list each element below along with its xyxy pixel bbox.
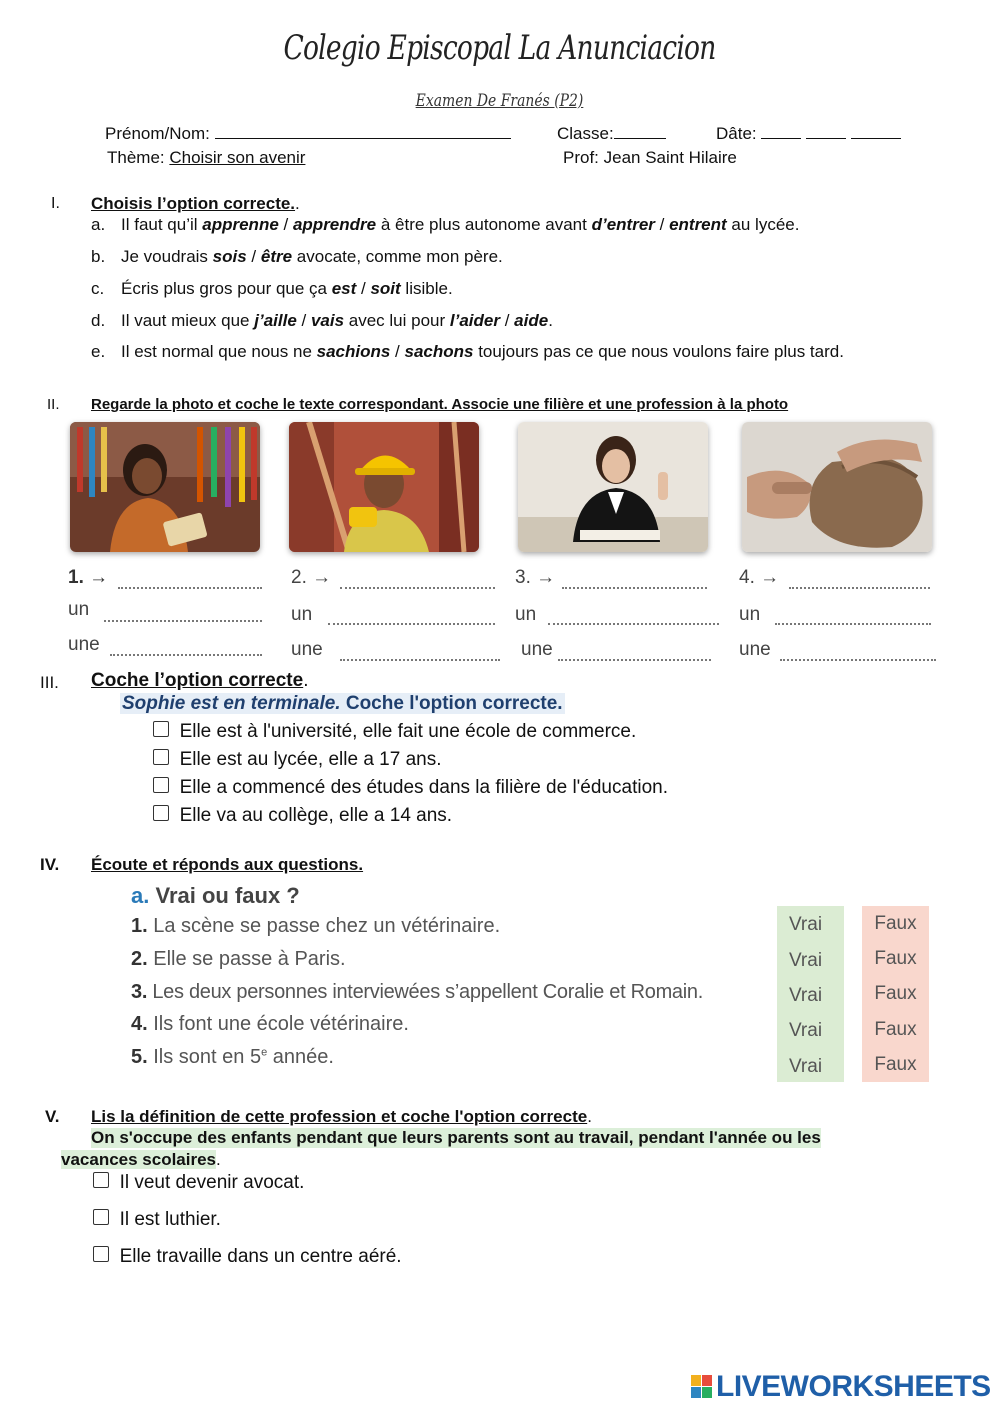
option-sachons[interactable]: sachons: [404, 342, 474, 361]
vf-item: [131, 1046, 334, 1069]
option-label: Elle est à l'université, elle fait une école de commerce.: [179, 721, 637, 742]
option-sois[interactable]: sois: [212, 247, 247, 266]
option-label: Elle est au lycée, elle a 17 ans.: [179, 749, 442, 770]
option-soit[interactable]: soit: [370, 279, 401, 298]
class-label: Classe:: [557, 124, 614, 143]
photo4-une: une: [739, 639, 771, 660]
item-letter: c.: [91, 279, 105, 298]
section1-item-a: [91, 215, 799, 235]
option-row: [153, 746, 668, 774]
class-row: [557, 124, 666, 144]
section5-title-suffix: .: [587, 1107, 592, 1126]
option-label: Il veut devenir avocat.: [119, 1172, 305, 1193]
section2-number: II.: [47, 396, 60, 413]
item-letter: d.: [91, 311, 106, 330]
option-label: Elle a commencé des études dans la filière de l'éducation.: [179, 777, 668, 798]
vf-text: La scène se passe chez un vétérinaire.: [153, 915, 501, 937]
item-text: lisible.: [400, 279, 453, 298]
name-label: Prénom/Nom:: [105, 124, 210, 143]
checkbox[interactable]: [153, 721, 169, 737]
section3-prompt-italic: Sophie est en terminale.: [122, 693, 341, 714]
definition-text: vacances scolaires: [61, 1150, 217, 1169]
section3-heading: [91, 670, 308, 692]
vf-letter: a.: [131, 883, 150, 908]
photo1-une-line[interactable]: [110, 654, 262, 656]
checkbox[interactable]: [153, 777, 169, 793]
potter-photo: [742, 422, 932, 552]
vf-title: Vrai ou faux ?: [155, 883, 300, 908]
construction-worker-photo: [289, 422, 479, 552]
faux-button-4[interactable]: Faux: [874, 1019, 917, 1040]
vrai-button-3[interactable]: Vrai: [788, 985, 823, 1006]
slash: /: [296, 311, 311, 330]
option-label: Elle va au collège, elle a 14 ans.: [179, 805, 453, 826]
photo4-une-line[interactable]: [780, 659, 936, 661]
vf-text: Les deux personnes interviewées s’appellent Coralie et Romain.: [152, 981, 703, 1003]
name-field[interactable]: [215, 124, 511, 139]
date-row: [716, 124, 901, 144]
photo1-number: 1. →: [68, 567, 109, 588]
photo4-answer-line[interactable]: [789, 587, 930, 589]
option-dentrer[interactable]: d’entrer: [591, 215, 655, 234]
slash: /: [278, 215, 293, 234]
section3-options: [153, 718, 668, 830]
slash: /: [356, 279, 371, 298]
photo3-un: un: [515, 604, 537, 625]
date-month-field[interactable]: [806, 124, 846, 139]
option-apprendre[interactable]: apprendre: [292, 215, 377, 234]
vf-number: 5.: [131, 1046, 148, 1068]
photo1-un: un: [68, 599, 90, 620]
option-row: [93, 1209, 221, 1231]
section3-number: III.: [40, 673, 59, 692]
item-text: avocate, comme mon père.: [292, 247, 503, 266]
prof-label: Prof: Jean Saint Hilaire: [563, 148, 737, 167]
vf-number: 4.: [131, 1013, 148, 1035]
item-text: Je voudrais: [121, 247, 213, 266]
school-title: Colegio Episcopal La Anunciacion: [283, 28, 716, 68]
photo2-une-line[interactable]: [340, 659, 500, 661]
section1-item-b: [91, 247, 503, 267]
section3-prompt: [120, 693, 565, 715]
section5-number: V.: [45, 1107, 60, 1126]
photo1-un-line[interactable]: [104, 620, 262, 622]
section1-item-e: [91, 342, 844, 362]
option-aide[interactable]: aide: [514, 311, 549, 330]
option-etre[interactable]: être: [260, 247, 293, 266]
name-row: [105, 124, 511, 144]
vf-heading: [131, 883, 300, 909]
checkbox[interactable]: [153, 749, 169, 765]
photo3-answer-line[interactable]: [562, 587, 707, 589]
option-label: Il est luthier.: [119, 1209, 221, 1230]
vf-text: année.: [267, 1046, 334, 1068]
exam-subtitle: Examen De Franés (P2): [415, 91, 584, 111]
faux-button-1[interactable]: Faux: [874, 913, 917, 934]
item-letter: a.: [91, 215, 106, 234]
vf-item: [131, 981, 703, 1004]
checkbox[interactable]: [153, 805, 169, 821]
section3-title-suffix: .: [303, 670, 309, 691]
section4-title: Écoute et réponds aux questions.: [91, 855, 364, 874]
option-row: [93, 1172, 304, 1194]
item-text: Écris plus gros pour que ça: [121, 279, 332, 298]
photo3-une: une: [521, 639, 553, 660]
photo1-label: [68, 567, 108, 589]
section3-title: Coche l’option correcte: [91, 670, 304, 691]
photo2-label: 2. →: [291, 567, 332, 588]
section1-number: I.: [51, 195, 60, 212]
option-est[interactable]: est: [331, 279, 357, 298]
slash: /: [654, 215, 670, 234]
section1-title-suffix: .: [295, 194, 300, 213]
vf-text: Ils sont en 5: [153, 1046, 262, 1068]
logo-letters: [691, 1403, 693, 1404]
vrai-button-2[interactable]: Vrai: [788, 950, 823, 971]
vrai-button-1[interactable]: Vrai: [788, 914, 823, 935]
section1-title: Choisis l’option correcte.: [91, 194, 296, 213]
faux-button-5[interactable]: Faux: [874, 1054, 917, 1075]
option-row: [153, 774, 668, 802]
date-day-field[interactable]: [761, 124, 801, 139]
theme-row: [107, 148, 305, 168]
theme-label: Thème:: [107, 148, 165, 167]
section3-prompt-rest: Coche l'option correcte.: [340, 693, 563, 714]
item-text: Il vaut mieux que: [121, 311, 255, 330]
section5-heading: [91, 1107, 592, 1127]
option-label: Elle travaille dans un centre aéré.: [119, 1246, 402, 1267]
checkbox[interactable]: [93, 1246, 109, 1262]
faux-button-2[interactable]: Faux: [874, 948, 917, 969]
option-entrent[interactable]: entrent: [669, 215, 727, 234]
judge-photo: [518, 422, 708, 552]
slash: /: [246, 247, 261, 266]
photo1-une: une: [68, 634, 100, 655]
photo4-un: un: [739, 604, 761, 625]
vf-superscript: e: [261, 1046, 268, 1059]
date-year-field[interactable]: [851, 124, 901, 139]
section2-title: Regarde la photo et coche le texte correspondant. Associe une filière et une profession à la photo: [91, 396, 789, 413]
slash: /: [390, 342, 405, 361]
option-apprenne[interactable]: apprenne: [202, 215, 279, 234]
date-label: Dâte:: [716, 124, 757, 143]
photo2-answer-line[interactable]: [340, 587, 495, 589]
photo2-un-line[interactable]: [328, 623, 495, 625]
item-text: à être plus autonome avant: [376, 215, 592, 234]
slash: /: [499, 311, 515, 330]
definition-line-1: On s'occupe des enfants pendant que leurs parents sont au travail, pendant l'année ou les: [91, 1128, 821, 1147]
vf-number: 2.: [131, 948, 148, 970]
item-text: Il faut qu’il: [121, 215, 203, 234]
vf-number: 3.: [131, 981, 148, 1003]
vf-text: Ils font une école vétérinaire.: [153, 1013, 409, 1035]
liveworksheets-logo-icon: [691, 1375, 713, 1399]
vrai-button-5[interactable]: Vrai: [788, 1056, 823, 1077]
definition-line-2: [61, 1150, 221, 1170]
theme-value: Choisir son avenir: [169, 148, 306, 167]
section1-heading: [91, 194, 300, 214]
photo4-un-line[interactable]: [775, 623, 931, 625]
option-row: [93, 1246, 402, 1268]
vf-number: 1.: [131, 915, 148, 937]
liveworksheets-brand[interactable]: LIVEWORKSHEETS: [716, 1370, 991, 1403]
option-row: [153, 718, 668, 746]
item-text: toujours pas ce que nous voulons faire plus tard.: [473, 342, 844, 361]
option-laider[interactable]: l’aider: [449, 311, 500, 330]
faux-button-3[interactable]: Faux: [874, 983, 917, 1004]
section4-number: IV.: [40, 855, 60, 874]
photo1-answer-line[interactable]: [118, 587, 262, 589]
vf-item: [131, 915, 500, 938]
item-text: au lycée.: [726, 215, 800, 234]
section1-item-c: [91, 279, 453, 299]
definition-suffix: .: [216, 1150, 221, 1169]
vrai-button-4[interactable]: Vrai: [788, 1020, 823, 1041]
option-sachions[interactable]: sachions: [316, 342, 391, 361]
vf-item: [131, 1013, 409, 1036]
item-letter: e.: [91, 342, 106, 361]
vf-item: [131, 948, 346, 971]
section5-title: Lis la définition de cette profession et coche l'option correcte: [91, 1107, 588, 1126]
photo3-une-line[interactable]: [558, 659, 711, 661]
photo4-label: 4. →: [739, 567, 780, 588]
photo2-une: une: [291, 639, 323, 660]
item-text: Il est normal que nous ne: [121, 342, 317, 361]
section1-item-d: [91, 311, 553, 331]
photo2-un: un: [291, 604, 313, 625]
checkbox[interactable]: [93, 1209, 109, 1225]
class-field[interactable]: [614, 124, 666, 139]
item-text: avec lui pour: [344, 311, 450, 330]
checkbox[interactable]: [93, 1172, 109, 1188]
option-jaille[interactable]: j’aille: [254, 311, 297, 330]
option-vais[interactable]: vais: [310, 311, 345, 330]
option-row: [153, 802, 668, 830]
item-letter: b.: [91, 247, 106, 266]
shop-vendor-photo: [70, 422, 260, 552]
item-text: .: [548, 311, 553, 330]
vf-text: Elle se passe à Paris.: [153, 948, 346, 970]
photo3-label: 3. →: [515, 567, 556, 588]
photo3-un-line[interactable]: [548, 623, 719, 625]
